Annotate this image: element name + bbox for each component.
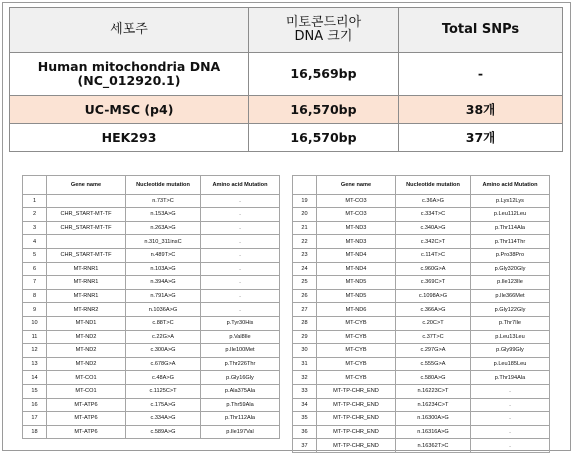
table-row — [293, 221, 550, 235]
table-row — [23, 371, 280, 385]
table-row — [293, 425, 550, 439]
amino-acid-mutation: p.Ile197Val — [201, 425, 280, 439]
gene-name: CHR_START-MT-TF — [47, 221, 126, 235]
mutation-table-left — [22, 175, 280, 439]
amino-acid-mutation: . — [201, 194, 280, 208]
nucleotide-mutation: c.589A>G — [126, 425, 201, 439]
amino-acid-mutation: p.Gly99Gly — [471, 344, 550, 358]
mutation-index: 16 — [23, 398, 47, 412]
amino-acid-mutation: . — [201, 221, 280, 235]
mutation-index: 20 — [293, 208, 317, 222]
gene-name: MT-CO1 — [47, 371, 126, 385]
gene-name: MT-ND1 — [47, 316, 126, 330]
amino-acid-mutation: p.Leu112Leu — [471, 208, 550, 222]
amino-acid-mutation: p.Ala375Ala — [201, 384, 280, 398]
header-nucleotide-mutation: Nucleotide mutation — [396, 176, 471, 195]
summary-cell-size: 16,570bp — [249, 124, 399, 152]
gene-name: MT-TP-CHR_END — [317, 412, 396, 426]
mutation-index: 4 — [23, 235, 47, 249]
nucleotide-mutation: c.20C>T — [396, 316, 471, 330]
gene-name: MT-CYB — [317, 330, 396, 344]
gene-name: MT-CYB — [317, 371, 396, 385]
amino-acid-mutation: . — [471, 439, 550, 453]
nucleotide-mutation: n.791A>G — [126, 289, 201, 303]
table-row — [23, 303, 280, 317]
table-row — [23, 398, 280, 412]
table-row — [293, 303, 550, 317]
header-gene-name: Gene name — [317, 176, 396, 195]
summary-cell-size: 16,569bp — [249, 53, 399, 96]
nucleotide-mutation: n.16223C>T — [396, 384, 471, 398]
gene-name: MT-ND4 — [317, 262, 396, 276]
table-row — [293, 194, 550, 208]
gene-name: MT-CO1 — [47, 384, 126, 398]
nucleotide-mutation: c.48A>G — [126, 371, 201, 385]
nucleotide-mutation: c.555G>A — [396, 357, 471, 371]
amino-acid-mutation: . — [201, 303, 280, 317]
mutation-index: 21 — [293, 221, 317, 235]
gene-name: MT-ND3 — [317, 221, 396, 235]
amino-acid-mutation: p.Tyr30His — [201, 316, 280, 330]
gene-name: MT-CO3 — [317, 208, 396, 222]
mutation-index: 8 — [23, 289, 47, 303]
gene-name: MT-CYB — [317, 357, 396, 371]
mutation-index: 25 — [293, 276, 317, 290]
gene-name: MT-ND3 — [317, 235, 396, 249]
amino-acid-mutation: p.Leu13Leu — [471, 330, 550, 344]
nucleotide-mutation: c.88T>C — [126, 316, 201, 330]
gene-name — [47, 194, 126, 208]
header-amino-acid-mutation: Amino acid Mutation — [471, 176, 550, 195]
gene-name: MT-CYB — [317, 344, 396, 358]
amino-acid-mutation: . — [471, 412, 550, 426]
header-index — [293, 176, 317, 195]
mutation-index: 12 — [23, 344, 47, 358]
amino-acid-mutation: p.Lys12Lys — [471, 194, 550, 208]
table-row — [23, 425, 280, 439]
amino-acid-mutation: p.Ile100Met — [201, 344, 280, 358]
summary-name-line2: (NC_012920.1) — [77, 73, 181, 88]
summary-row-reference — [10, 53, 563, 96]
mutation-index: 26 — [293, 289, 317, 303]
mutation-index: 19 — [293, 194, 317, 208]
amino-acid-mutation: . — [471, 398, 550, 412]
mutation-header-row — [293, 176, 550, 195]
nucleotide-mutation: c.22G>A — [126, 330, 201, 344]
mutation-index: 18 — [23, 425, 47, 439]
nucleotide-mutation: c.175A>G — [126, 398, 201, 412]
header-amino-acid-mutation: Amino acid Mutation — [201, 176, 280, 195]
summary-cell-name: UC-MSC (p4) — [10, 96, 249, 124]
amino-acid-mutation: p.Val8Ile — [201, 330, 280, 344]
table-row — [23, 384, 280, 398]
nucleotide-mutation: n.489T>C — [126, 248, 201, 262]
header-dna-size-line2: DNA 크기 — [294, 29, 353, 44]
nucleotide-mutation: c.114T>C — [396, 248, 471, 262]
table-row — [293, 262, 550, 276]
table-row — [23, 330, 280, 344]
nucleotide-mutation: c.366A>G — [396, 303, 471, 317]
amino-acid-mutation: p.Thr114Ala — [471, 221, 550, 235]
amino-acid-mutation: . — [201, 208, 280, 222]
header-nucleotide-mutation: Nucleotide mutation — [126, 176, 201, 195]
header-dna-size — [249, 8, 399, 53]
summary-header-row — [10, 8, 563, 53]
nucleotide-mutation: n.16362T>C — [396, 439, 471, 453]
nucleotide-mutation: c.369C>T — [396, 276, 471, 290]
gene-name: MT-ND4 — [317, 248, 396, 262]
mutation-index: 3 — [23, 221, 47, 235]
mutation-index: 17 — [23, 412, 47, 426]
nucleotide-mutation: n.16300A>G — [396, 412, 471, 426]
summary-cell-name — [10, 53, 249, 96]
nucleotide-mutation: c.334A>G — [126, 412, 201, 426]
amino-acid-mutation: p.Pro38Pro — [471, 248, 550, 262]
amino-acid-mutation: p.Gly122Gly — [471, 303, 550, 317]
table-row — [23, 208, 280, 222]
mutation-index: 27 — [293, 303, 317, 317]
amino-acid-mutation: . — [471, 384, 550, 398]
nucleotide-mutation: c.340A>G — [396, 221, 471, 235]
mutation-index: 34 — [293, 398, 317, 412]
nucleotide-mutation: n.16316A>G — [396, 425, 471, 439]
summary-row-hek293 — [10, 124, 563, 152]
table-row — [23, 248, 280, 262]
table-row — [293, 398, 550, 412]
mutation-index: 37 — [293, 439, 317, 453]
table-row — [293, 330, 550, 344]
amino-acid-mutation: . — [471, 425, 550, 439]
nucleotide-mutation: n.16234C>T — [396, 398, 471, 412]
header-gene-name: Gene name — [47, 176, 126, 195]
mutation-index: 9 — [23, 303, 47, 317]
gene-name: MT-ND5 — [317, 289, 396, 303]
mutation-index: 7 — [23, 276, 47, 290]
nucleotide-mutation: c.300A>G — [126, 344, 201, 358]
table-row — [23, 344, 280, 358]
mutation-index: 35 — [293, 412, 317, 426]
table-row — [293, 439, 550, 453]
summary-name-line1: Human mitochondria DNA — [37, 59, 221, 74]
mutation-index: 31 — [293, 357, 317, 371]
nucleotide-mutation: c.1098A>G — [396, 289, 471, 303]
gene-name: MT-RNR2 — [47, 303, 126, 317]
nucleotide-mutation: n.73T>C — [126, 194, 201, 208]
gene-name: MT-TP-CHR_END — [317, 439, 396, 453]
nucleotide-mutation: c.1125C>T — [126, 384, 201, 398]
amino-acid-mutation: p.Gly320Gly — [471, 262, 550, 276]
nucleotide-mutation: n.310_311insC — [126, 235, 201, 249]
gene-name: MT-TP-CHR_END — [317, 398, 396, 412]
table-row — [23, 194, 280, 208]
table-row — [293, 276, 550, 290]
gene-name: MT-CO3 — [317, 194, 396, 208]
mutation-index: 33 — [293, 384, 317, 398]
mutation-index: 2 — [23, 208, 47, 222]
amino-acid-mutation: . — [201, 248, 280, 262]
summary-cell-size: 16,570bp — [249, 96, 399, 124]
nucleotide-mutation: c.334T>C — [396, 208, 471, 222]
mutation-table-right — [292, 175, 550, 453]
amino-acid-mutation: p.Thr194Ala — [471, 371, 550, 385]
nucleotide-mutation: n.1036A>G — [126, 303, 201, 317]
amino-acid-mutation: p.Ile123Ile — [471, 276, 550, 290]
gene-name — [47, 235, 126, 249]
mutation-index: 32 — [293, 371, 317, 385]
amino-acid-mutation: . — [201, 276, 280, 290]
header-index — [23, 176, 47, 195]
amino-acid-mutation: . — [201, 262, 280, 276]
gene-name: CHR_START-MT-TF — [47, 248, 126, 262]
mutation-index: 22 — [293, 235, 317, 249]
gene-name: CHR_START-MT-TF — [47, 208, 126, 222]
nucleotide-mutation: c.37T>C — [396, 330, 471, 344]
mutation-index: 13 — [23, 357, 47, 371]
mutation-index: 15 — [23, 384, 47, 398]
nucleotide-mutation: c.678G>A — [126, 357, 201, 371]
gene-name: MT-ATP6 — [47, 412, 126, 426]
amino-acid-mutation: . — [201, 289, 280, 303]
nucleotide-mutation: c.960G>A — [396, 262, 471, 276]
mutation-index: 28 — [293, 316, 317, 330]
gene-name: MT-RNR1 — [47, 276, 126, 290]
table-row — [293, 289, 550, 303]
gene-name: MT-RNR1 — [47, 289, 126, 303]
summary-cell-snps: - — [399, 53, 563, 96]
gene-name: MT-ND2 — [47, 357, 126, 371]
mutation-header-row — [23, 176, 280, 195]
header-cell-line: 세포주 — [10, 8, 249, 53]
mutation-index: 1 — [23, 194, 47, 208]
gene-name: MT-ND5 — [317, 276, 396, 290]
amino-acid-mutation: p.Thr7Ile — [471, 316, 550, 330]
summary-cell-name: HEK293 — [10, 124, 249, 152]
summary-row-uc-msc — [10, 96, 563, 124]
mutation-index: 14 — [23, 371, 47, 385]
nucleotide-mutation: c.342C>T — [396, 235, 471, 249]
header-dna-size-line1: 미토콘드리아 — [285, 15, 362, 30]
mutation-index: 11 — [23, 330, 47, 344]
summary-cell-snps: 38개 — [399, 96, 563, 124]
amino-acid-mutation: p.Thr59Ala — [201, 398, 280, 412]
table-row — [23, 289, 280, 303]
header-total-snps: Total SNPs — [399, 8, 563, 53]
table-row — [23, 276, 280, 290]
gene-name: MT-TP-CHR_END — [317, 384, 396, 398]
gene-name: MT-CYB — [317, 316, 396, 330]
summary-cell-snps: 37개 — [399, 124, 563, 152]
table-row — [293, 248, 550, 262]
mutation-index: 36 — [293, 425, 317, 439]
gene-name: MT-ND2 — [47, 330, 126, 344]
table-row — [293, 344, 550, 358]
mutation-index: 30 — [293, 344, 317, 358]
gene-name: MT-RNR1 — [47, 262, 126, 276]
nucleotide-mutation: c.580A>G — [396, 371, 471, 385]
mutation-index: 5 — [23, 248, 47, 262]
table-row — [293, 371, 550, 385]
mutation-index: 24 — [293, 262, 317, 276]
nucleotide-mutation: c.297G>A — [396, 344, 471, 358]
table-row — [293, 208, 550, 222]
mutation-index: 6 — [23, 262, 47, 276]
amino-acid-mutation: p.Thr112Ala — [201, 412, 280, 426]
gene-name: MT-ATP6 — [47, 425, 126, 439]
table-row — [293, 412, 550, 426]
gene-name: MT-ATP6 — [47, 398, 126, 412]
amino-acid-mutation: p.Thr226Thr — [201, 357, 280, 371]
nucleotide-mutation: n.394A>G — [126, 276, 201, 290]
nucleotide-mutation: n.103A>G — [126, 262, 201, 276]
mutation-index: 29 — [293, 330, 317, 344]
table-row — [293, 235, 550, 249]
table-row — [23, 262, 280, 276]
amino-acid-mutation: p.Ile366Met — [471, 289, 550, 303]
table-row — [293, 316, 550, 330]
gene-name: MT-ND2 — [47, 344, 126, 358]
table-row — [23, 316, 280, 330]
nucleotide-mutation: c.36A>G — [396, 194, 471, 208]
amino-acid-mutation: p.Gly16Gly — [201, 371, 280, 385]
table-row — [293, 357, 550, 371]
table-row — [23, 221, 280, 235]
amino-acid-mutation: p.Thr114Thr — [471, 235, 550, 249]
table-row — [23, 357, 280, 371]
amino-acid-mutation: p.Leu185Leu — [471, 357, 550, 371]
table-row — [23, 412, 280, 426]
gene-name: MT-ND6 — [317, 303, 396, 317]
table-row — [23, 235, 280, 249]
gene-name: MT-TP-CHR_END — [317, 425, 396, 439]
nucleotide-mutation: n.263A>G — [126, 221, 201, 235]
mutation-index: 10 — [23, 316, 47, 330]
nucleotide-mutation: n.153A>G — [126, 208, 201, 222]
table-row — [293, 384, 550, 398]
amino-acid-mutation: . — [201, 235, 280, 249]
mutation-index: 23 — [293, 248, 317, 262]
summary-table — [9, 7, 563, 152]
